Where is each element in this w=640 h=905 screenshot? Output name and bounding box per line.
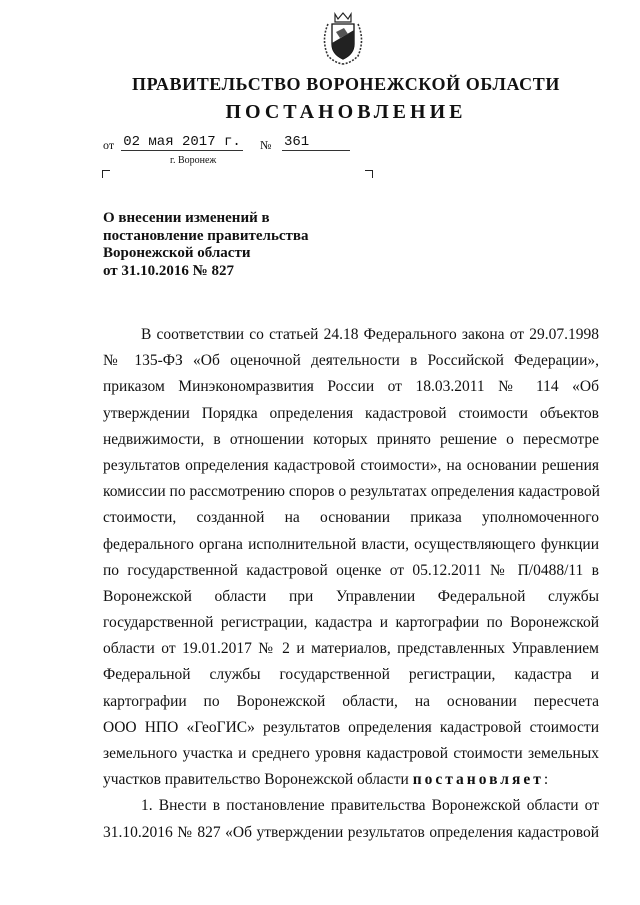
resolves-colon: : [543, 771, 549, 789]
body-line: государственной регистрации, кадастра и картографии по Воронежской [103, 614, 599, 632]
body-line: приказом Минэкономразвития России от 18.03.2011 № 114 «Об [103, 378, 599, 396]
body-line: Воронежской области при Управлении Федеральной службы [103, 587, 599, 605]
subject-line: Воронежской области [103, 245, 251, 261]
body-line: земельного участка и среднего уровня кадастровой стоимости земельных [103, 745, 599, 762]
document-meta [103, 134, 310, 153]
city-label: г. Воронеж [170, 155, 217, 166]
body-line-resolution [103, 767, 599, 793]
government-name: ПРАВИТЕЛЬСТВО ВОРОНЕЖСКОЙ ОБЛАСТИ [132, 74, 560, 94]
resolves-word: постановляет [412, 771, 544, 789]
body-line: ООО НПО «ГеоГИС» результатов определения кадастровой стоимости [103, 718, 599, 736]
body-line: Федеральной службы государственной регистрации, кадастра и [103, 666, 599, 684]
coat-of-arms-icon [318, 10, 368, 66]
body-line: картографии по Воронежской области, на основании пересчета [103, 692, 599, 710]
body-line: результатов определения кадастровой стоимости», на основании решения [103, 456, 599, 474]
point-1-line: 31.10.2016 № 827 «Об утверждении результатов определения кадастровой [103, 823, 599, 841]
body-line: В соответствии со статьей 24.18 Федерального закона от 29.07.1998 [141, 326, 599, 343]
date-label: от [103, 138, 115, 152]
left-corner-mark [102, 170, 110, 178]
subject-line: постановление правительства [103, 227, 309, 244]
subject-line: от 31.10.2016 № 827 [103, 262, 234, 279]
point-1-line: 1. Внести в постановление правительства Воронежской области от [141, 797, 599, 815]
body-line: федерального органа исполнительной власти, осуществляющего функции [103, 535, 599, 553]
body-line: стоимости, созданной на основании приказа уполномоченного [103, 509, 599, 527]
body-line: № 135-ФЗ «Об оценочной деятельности в Российской Федерации», [103, 352, 599, 370]
body-line: области от 19.01.2017 № 2 и материалов, представленных Управлением [103, 640, 599, 658]
body-line: по государственной кадастровой оценке от 05.12.2011 № П/0488/11 в [103, 561, 599, 579]
body-line: утверждении Порядка определения кадастровой стоимости объектов [103, 404, 599, 422]
subject-line: О внесении изменений в [103, 210, 270, 226]
document-body [103, 322, 599, 846]
body-line: недвижимости, в отношении которых принято решение о пересмотре [103, 430, 599, 448]
number-field: 361 [282, 134, 350, 151]
resolution-preamble: участков правительство Воронежской области [103, 771, 413, 789]
right-corner-mark [365, 170, 373, 178]
document-subject [103, 210, 309, 280]
number-label: № [260, 138, 272, 152]
body-line: комиссии по рассмотрению споров о результатах определения кадастровой [103, 483, 600, 501]
document-type: ПОСТАНОВЛЕНИЕ [225, 101, 467, 123]
date-field: 02 мая 2017 г. [121, 134, 243, 151]
